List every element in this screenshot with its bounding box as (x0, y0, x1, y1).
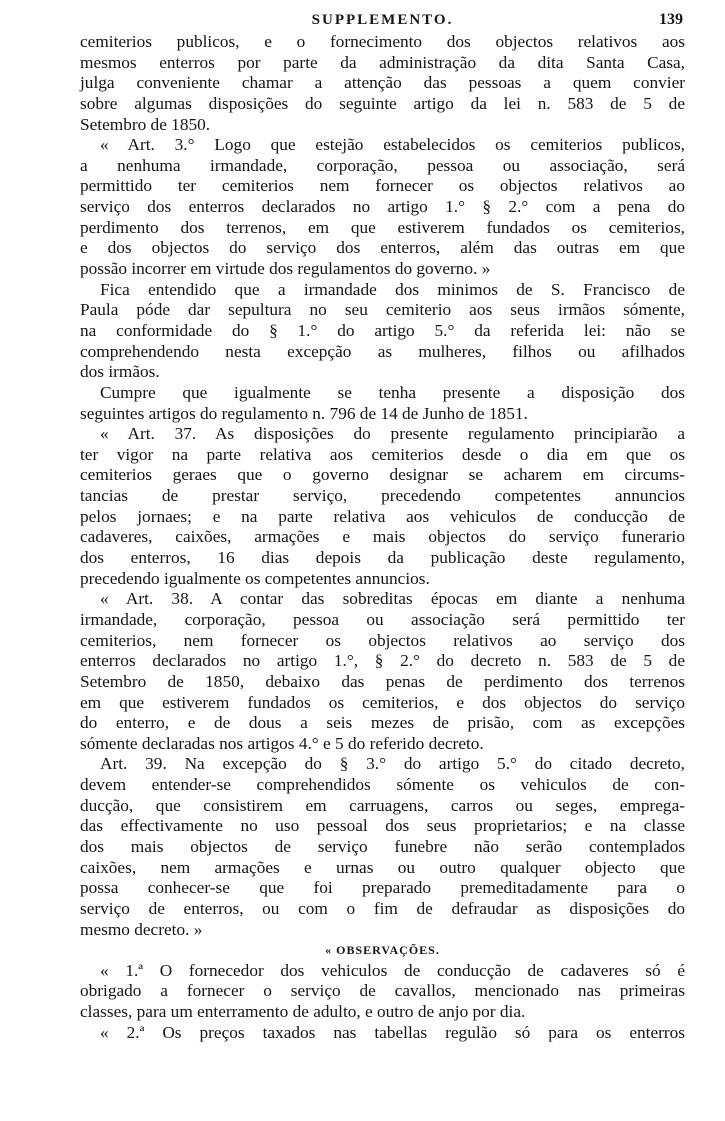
text-line: cemiterios, nem fornecer os objectos relativos ao serviço dos (80, 630, 685, 650)
paragraph (80, 32, 685, 135)
text-line: irmandade, corporação, pessoa ou associação será permittido ter (80, 609, 685, 629)
text-line: Art. 39. Na excepção do § 3.° do artigo 5.° do citado decreto, (100, 754, 685, 774)
paragraph (80, 1023, 685, 1044)
text-line: Paula póde dar sepultura no seu cemiterio aos seus irmãos sómente, (80, 300, 685, 320)
text-line: sobre algumas disposições do seguinte artigo da lei n. 583 de 5 de (80, 93, 685, 113)
text-line: a nenhuma irmandade, corporação, pessoa ou associação, será (80, 155, 685, 175)
text-line: obrigado a fornecer o serviço de cavallos, mencionado nas primeiras (80, 981, 685, 1001)
text-line: « Art. 3.° Logo que estejão estabelecidos os cemiterios publicos, (100, 135, 685, 155)
paragraph (80, 280, 685, 383)
text-line: das effectivamente no uso pessoal dos seus proprietarios; e na classe (80, 816, 685, 836)
text-line: « Art. 38. A contar das sobreditas épocas em diante a nenhuma (100, 589, 685, 609)
text-line: seguintes artigos do regulamento n. 796 de 14 de Junho de 1851. (80, 403, 528, 423)
text-line: Setembro de 1850, debaixo das penas de perdimento dos terrenos (80, 671, 685, 691)
text-line: possão incorrer em virtude dos regulamentos do governo. » (80, 259, 491, 279)
text-line: julga conveniente chamar a attenção das pessoas a quem convier (80, 73, 685, 93)
text-line: cemiterios geraes que o governo designar se acharem em circums- (80, 465, 685, 485)
text-line: possa conhecer-se que foi preparado premeditadamente para o (80, 878, 685, 898)
text-line: pelos jornaes; e na parte relativa aos vehiculos de conducção de (80, 506, 685, 526)
text-line: e dos objectos do serviço dos enterros, além das outras em que (80, 238, 685, 258)
text-line: Cumpre que igualmente se tenha presente a disposição dos (100, 382, 685, 402)
text-line: dos enterros, 16 dias depois da publicação deste regulamento, (80, 548, 685, 568)
text-line: dos irmãos. (80, 362, 160, 382)
page-header (80, 10, 685, 32)
page-number: 139 (659, 11, 683, 28)
text-line: comprehendendo nesta excepção as mulheres, filhos ou afilhados (80, 341, 685, 361)
text-line: mesmos enterros por parte da administração da dita Santa Casa, (80, 52, 685, 72)
text-line: devem entender-se comprehendidos sómente os vehiculos de con- (80, 775, 685, 795)
text-line: caixões, nem armações e urnas ou outro qualquer objecto que (80, 857, 685, 877)
text-line: sómente declaradas nos artigos 4.° e 5 do referido decreto. (80, 733, 484, 753)
paragraph (80, 135, 685, 279)
text-line: mesmo decreto. » (80, 919, 203, 939)
running-title: SUPPLEMENTO. (311, 12, 454, 28)
text-line: enterros declarados no artigo 1.°, § 2.° do decreto n. 583 de 5 de (80, 651, 685, 671)
text-line: serviço dos enterros declarados no artigo 1.° § 2.° com a pena do (80, 197, 685, 217)
text-line: precedendo igualmente os competentes annuncios. (80, 568, 430, 588)
text-line: cemiterios publicos, e o fornecimento dos objectos relativos aos (80, 32, 685, 51)
text-line: dos mais objectos de serviço funebre não serão contemplados (80, 836, 685, 856)
text-line: Setembro de 1850. (80, 114, 211, 134)
text-line: classes, para um enterramento de adulto, e outro de anjo por dia. (80, 1002, 526, 1022)
page-body (80, 32, 685, 1043)
section-heading: « OBSERVAÇÕES. (325, 943, 440, 958)
paragraph (80, 424, 685, 589)
paragraph (80, 961, 685, 1023)
text-line: ducção, que consistirem em carruagens, carros ou seges, emprega- (80, 795, 685, 815)
text-line: serviço de enterros, ou com o fim de defraudar as disposições do (80, 898, 685, 918)
paragraph (80, 754, 685, 940)
text-line: Fica entendido que a irmandade dos minimos de S. Francisco de (100, 279, 685, 299)
text-line: na conformidade do § 1.° do artigo 5.° da referida lei: não se (80, 320, 685, 340)
text-line: perdimento dos terrenos, em que estiverem fundados os cemiterios, (80, 217, 685, 237)
text-line: tancias de prestar serviço, precedendo competentes annuncios (80, 486, 685, 506)
text-line: permittido ter cemiterios nem fornecer os objectos relativos ao (80, 176, 685, 196)
text-line: cadaveres, caixões, armações e mais objectos do serviço funerario (80, 527, 685, 547)
paragraph (80, 383, 685, 424)
text-line: « 1.ª O fornecedor dos vehiculos de conducção de cadaveres só é (100, 960, 685, 980)
text-line: ter vigor na parte relativa aos cemiterios desde o dia em que os (80, 444, 685, 464)
text-line: do enterro, e de dous a seis mezes de prisão, com as excepções (80, 713, 685, 733)
paragraph (80, 589, 685, 754)
text-line: em que estiverem fundados os cemiterios, e dos objectos do serviço (80, 692, 685, 712)
text-line: « 2.ª Os preços taxados nas tabellas regulão só para os enterros (100, 1022, 685, 1042)
text-line: « Art. 37. As disposições do presente regulamento principiarão a (100, 424, 685, 444)
